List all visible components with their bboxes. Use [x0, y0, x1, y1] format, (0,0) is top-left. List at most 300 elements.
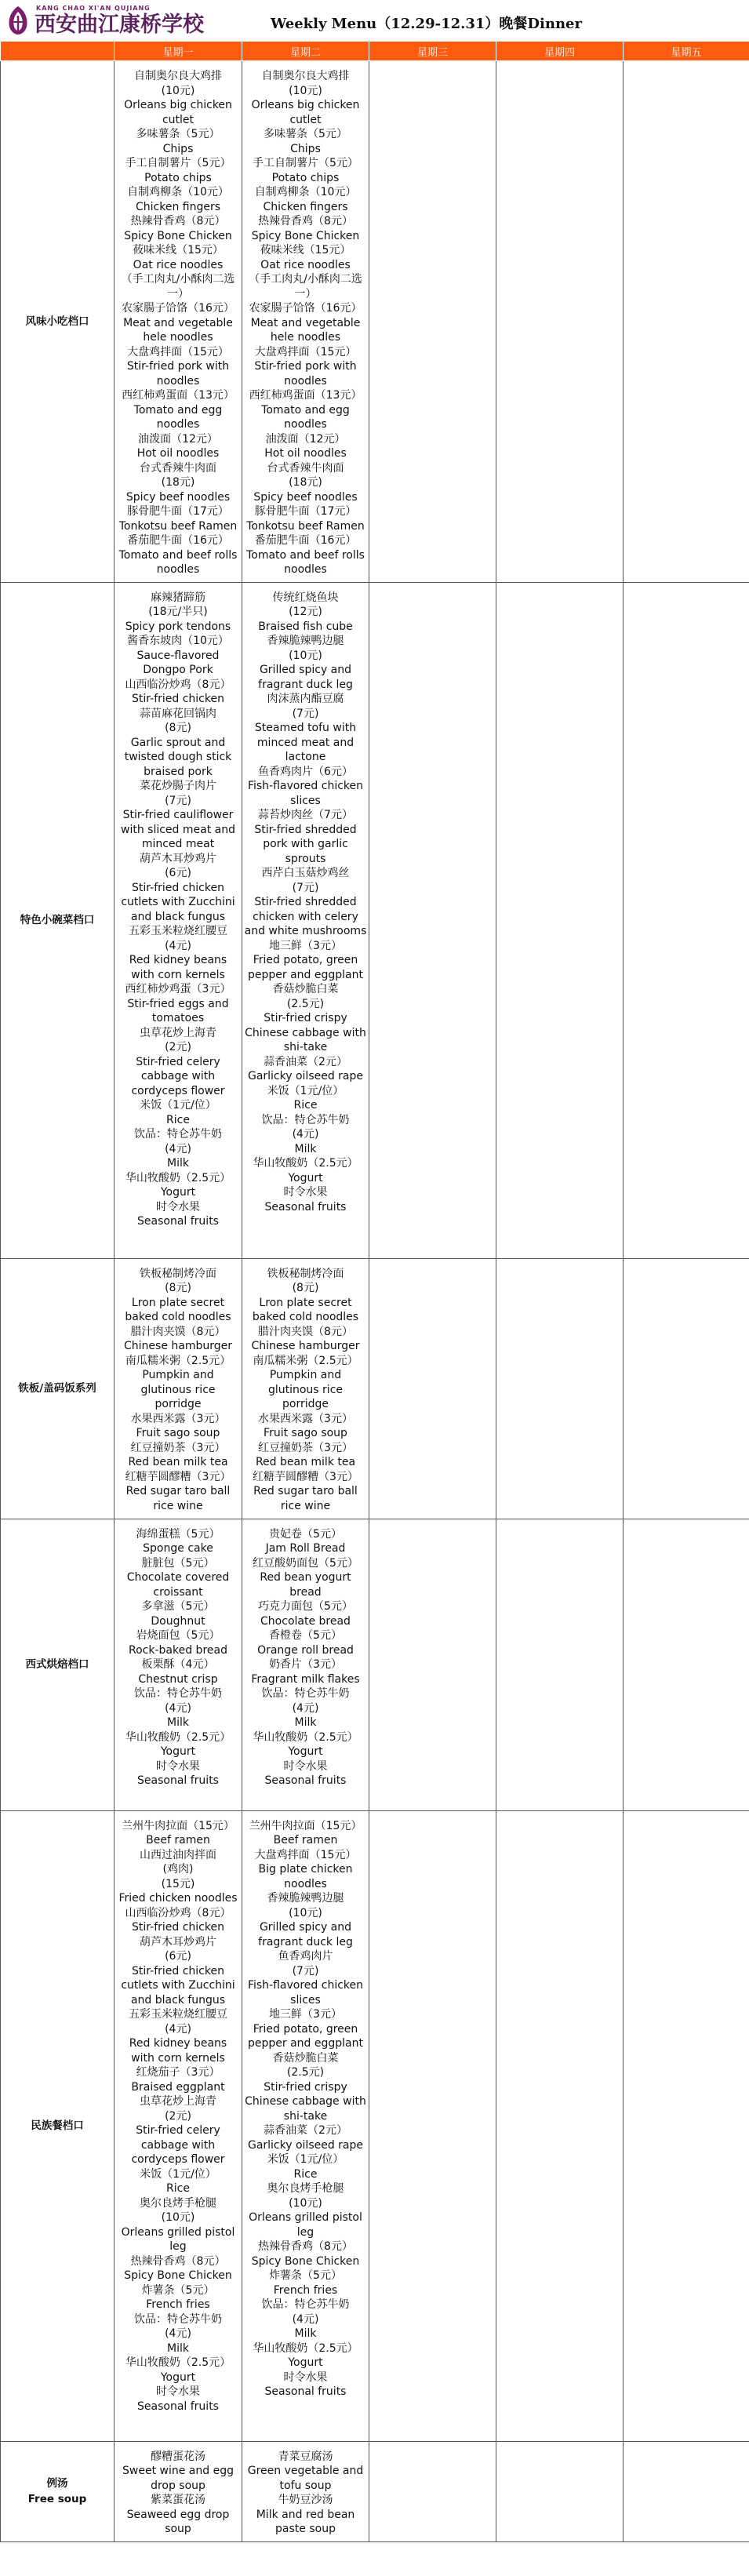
- menu-cell-thu: [496, 1258, 624, 1519]
- menu-item-line: 华山牧酸奶（2.5元）: [253, 1157, 358, 1170]
- menu-item-line: Red sugar taro ball rice wine: [253, 1485, 358, 1512]
- menu-item-line: Milk: [167, 1157, 189, 1170]
- menu-item-line: 豚骨肥牛面（17元）: [127, 505, 229, 518]
- menu-item-line: Red sugar taro ball rice wine: [125, 1485, 231, 1512]
- menu-item-line: 青菜豆腐汤: [278, 2450, 333, 2463]
- menu-item-line: (2元): [165, 1041, 191, 1053]
- menu-item-line: French fries: [146, 2298, 210, 2311]
- menu-item-line: (6元): [165, 867, 191, 879]
- menu-item-line: 红糖芋圆醪糟（3元）: [125, 1470, 231, 1483]
- menu-item-line: 蒜香油菜（2元）: [264, 1055, 347, 1068]
- menu-item-line: 华山牧酸奶（2.5元）: [125, 2356, 231, 2369]
- menu-item-line: Tonkotsu beef Ramen: [246, 519, 365, 533]
- menu-item-line: 葫芦木耳炒鸡片: [140, 1935, 216, 1948]
- menu-item-line: Pumpkin and glutinous rice porridge: [140, 1369, 216, 1410]
- menu-item-line: 华山牧酸奶（2.5元）: [253, 2341, 358, 2355]
- menu-item-line: Fried potato, green pepper and eggplant: [248, 954, 363, 981]
- menu-item-line: 莜味米线（15元）: [260, 244, 351, 257]
- menu-item-line: Yogurt: [288, 2356, 323, 2369]
- menu-item-line: Grilled spicy and fragrant duck leg: [258, 1921, 353, 1948]
- logo-pinyin: KANG CHAO XI'AN QUJIANG: [36, 5, 151, 12]
- menu-item-line: Stir-fried chicken cutlets with Zucchini and black fungus: [121, 881, 235, 923]
- menu-cell-mon: [115, 582, 242, 1258]
- menu-item-line: 奥尔良烤手枪腿: [267, 2182, 344, 2195]
- menu-item-line: 自制鸡柳条（10元）: [254, 186, 357, 198]
- menu-cell-tue: [242, 1519, 369, 1810]
- menu-item-line: (12元): [289, 606, 322, 618]
- menu-item-line: Milk: [294, 1142, 317, 1155]
- menu-item-line: 番茄肥牛面（16元）: [127, 534, 229, 547]
- menu-item-line: 肉沫蒸内酯豆腐: [267, 693, 344, 705]
- menu-item-line: (6元): [165, 1950, 191, 1963]
- menu-item-line: 台式香辣牛肉面: [140, 461, 216, 475]
- day-header-thu: 星期四: [496, 42, 624, 61]
- menu-item-line: Milk: [167, 1716, 189, 1729]
- menu-row: [1, 582, 749, 1258]
- menu-cell-thu: [496, 2441, 624, 2541]
- menu-item-line: 地三鲜（3元）: [269, 2008, 342, 2021]
- menu-item-line: Stir-fried pork with noodles: [254, 360, 357, 387]
- menu-item-line: Garlicky oilseed rape: [247, 2138, 364, 2152]
- menu-row: [1, 1810, 749, 2441]
- menu-item-line: 时令水果: [156, 1759, 200, 1773]
- menu-item-line: 蒜香油菜（2元）: [264, 2124, 347, 2137]
- menu-item-line: 热辣骨香鸡（8元）: [130, 2254, 226, 2268]
- menu-item-line: Fried chicken noodles: [118, 1892, 238, 1905]
- menu-item-line: Garlicky oilseed rape: [247, 1070, 364, 1082]
- menu-item-line: 热辣骨香鸡（8元）: [130, 215, 226, 227]
- menu-item-line: 巧克力面包（5元）: [258, 1600, 353, 1613]
- menu-cell-wed: [369, 2441, 496, 2541]
- menu-item-line: 多拿滋（5元）: [141, 1600, 215, 1613]
- menu-item-line: 米饭（1元/位）: [267, 1084, 344, 1097]
- menu-item-line: Fruit sago soup: [264, 1427, 347, 1439]
- menu-item-line: 红豆撞奶茶（3元）: [258, 1441, 353, 1454]
- menu-item-line: (7元): [165, 794, 191, 807]
- menu-item-line: Chinese hamburger: [251, 1340, 360, 1352]
- menu-item-line: (15元): [161, 1877, 195, 1890]
- menu-item-line: 油泼面（12元）: [138, 432, 218, 446]
- category-label: 民族餐档口: [31, 2119, 84, 2132]
- menu-cell-tue: [242, 1258, 369, 1519]
- menu-item-line: Rice: [166, 1113, 190, 1126]
- menu-item-line: Rice: [293, 1099, 318, 1112]
- menu-item-line: Chestnut crisp: [138, 1672, 218, 1686]
- menu-cell-tue: [242, 2441, 369, 2541]
- menu-item-line: 西芹白玉菇炒鸡丝: [261, 867, 350, 879]
- menu-item-line: 腊汁肉夹馍（8元）: [130, 1325, 226, 1338]
- menu-item-line: 饮品：特仑苏牛奶: [261, 1113, 350, 1126]
- menu-item-line: 水果西米露（3元）: [130, 1412, 226, 1425]
- menu-item-line: Beef ramen: [273, 1834, 338, 1846]
- menu-cell-wed: [369, 1810, 496, 2441]
- menu-item-line: 热辣骨香鸡（8元）: [258, 215, 353, 227]
- menu-cell-fri: [624, 1258, 749, 1519]
- menu-item-line: 油泼面（12元）: [265, 432, 346, 446]
- menu-item-line: Spicy Bone Chicken: [251, 229, 360, 242]
- menu-item-line: (4元): [165, 1142, 191, 1155]
- menu-item-line: Red kidney beans with corn kernels: [129, 2037, 227, 2065]
- menu-item-line: 大盘鸡拌面（15元）: [254, 1848, 357, 1861]
- menu-item-line: Tomato and egg noodles: [133, 403, 223, 431]
- menu-cell-tue: [242, 61, 369, 583]
- menu-item-line: Orange roll bread: [257, 1643, 354, 1657]
- menu-item-line: Spicy Bone Chicken: [124, 229, 232, 242]
- school-logo: [5, 3, 204, 38]
- menu-item-line: Yogurt: [160, 1745, 196, 1758]
- menu-item-line: 西红柿鸡蛋面（13元）: [122, 389, 235, 402]
- menu-item-line: Yogurt: [288, 1745, 323, 1758]
- menu-item-line: Milk: [167, 2341, 189, 2355]
- menu-item-line: Stir-fried celery cabbage with cordyceps flower: [131, 2124, 225, 2166]
- category-label: 例汤: [46, 2477, 68, 2490]
- category-label: 特色小碗菜档口: [20, 914, 95, 926]
- category-cell: [1, 1258, 115, 1519]
- day-header-mon: 星期一: [115, 42, 242, 61]
- menu-item-line: (10元): [289, 649, 322, 662]
- menu-item-line: Stir-fried chicken cutlets with Zucchini and black fungus: [121, 1964, 235, 2007]
- menu-item-line: 多味薯条（5元）: [264, 128, 347, 140]
- menu-item-line: Grilled spicy and fragrant duck leg: [258, 664, 353, 691]
- menu-item-line: Yogurt: [288, 1171, 323, 1184]
- menu-item-line: 手工自制薯片（5元）: [253, 157, 358, 169]
- menu-item-line: Beef ramen: [146, 1834, 210, 1846]
- menu-item-line: Red bean milk tea: [255, 1456, 356, 1468]
- menu-item-line: Pumpkin and glutinous rice porridge: [267, 1369, 344, 1410]
- menu-item-line: Chocolate bread: [260, 1614, 351, 1628]
- menu-item-line: 香菇炒脆白菜: [272, 983, 339, 995]
- menu-item-line: 蒜苔炒肉丝（7元）: [258, 809, 353, 821]
- menu-item-line: 海绵蛋糕（5元）: [136, 1527, 220, 1541]
- menu-item-line: 时令水果: [283, 1759, 328, 1773]
- menu-item-line: Milk: [294, 2327, 317, 2340]
- menu-item-line: (7元): [292, 707, 319, 720]
- menu-item-line: Sweet wine and egg drop soup: [122, 2465, 234, 2492]
- menu-item-line: Rock-baked bread: [129, 1643, 227, 1657]
- menu-cell-tue: [242, 1810, 369, 2441]
- menu-item-line: 炸薯条（5元）: [141, 2283, 215, 2297]
- menu-item-line: 香橙卷（5元）: [269, 1629, 342, 1642]
- menu-cell-mon: [115, 61, 242, 583]
- menu-item-line: Garlic sprout and twisted dough stick braised pork: [124, 736, 232, 778]
- menu-item-line: 大盘鸡拌面（15元）: [254, 345, 357, 358]
- category-label: 西式烘焙档口: [25, 1658, 89, 1671]
- menu-cell-wed: [369, 1519, 496, 1810]
- menu-item-line: 奥尔良烤手枪腿: [140, 2196, 216, 2210]
- menu-item-line: Lron plate secret baked cold noodles: [252, 1296, 359, 1323]
- menu-item-line: （手工肉丸/小酥肉二选一）: [121, 273, 235, 300]
- menu-item-line: 热辣骨香鸡（8元）: [258, 2240, 353, 2253]
- menu-item-line: 饮品：特仑苏牛奶: [134, 2312, 222, 2326]
- menu-item-line: (4元): [165, 939, 191, 952]
- menu-item-line: Hot oil noodles: [136, 447, 220, 460]
- menu-item-line: 华山牧酸奶（2.5元）: [125, 1730, 231, 1744]
- menu-item-line: 葫芦木耳炒鸡片: [140, 852, 216, 865]
- menu-cell-fri: [624, 2441, 749, 2541]
- menu-item-line: 紫菜蛋花汤: [151, 2494, 205, 2506]
- menu-item-line: (18元): [289, 476, 322, 489]
- menu-item-line: Fruit sago soup: [136, 1427, 220, 1439]
- menu-item-line: Seasonal fruits: [264, 2385, 347, 2398]
- menu-item-line: 华山牧酸奶（2.5元）: [253, 1730, 358, 1744]
- menu-item-line: Spicy beef noodles: [253, 490, 358, 504]
- menu-item-line: Stir-fried chicken: [132, 1921, 224, 1934]
- menu-item-line: 虫草花炒上海青: [140, 2095, 216, 2108]
- menu-item-line: Doughnut: [151, 1614, 205, 1628]
- menu-item-line: (4元): [165, 1701, 191, 1715]
- menu-cell-thu: [496, 582, 624, 1258]
- menu-item-line: 地三鲜（3元）: [269, 939, 342, 952]
- menu-item-line: 鱼香鸡肉片（6元）: [258, 765, 353, 778]
- menu-item-line: 南瓜糯米粥（2.5元）: [125, 1354, 231, 1367]
- menu-item-line: Spicy Bone Chicken: [251, 2254, 360, 2268]
- menu-item-line: 铁板秘制烤冷面: [267, 1267, 344, 1280]
- menu-item-line: Fried potato, green pepper and eggplant: [248, 2022, 363, 2050]
- menu-cell-mon: [115, 1258, 242, 1519]
- menu-item-line: Rice: [293, 2167, 318, 2181]
- category-header: [1, 42, 115, 61]
- menu-item-line: Stir-fried celery cabbage with cordyceps flower: [131, 1055, 225, 1097]
- menu-item-line: (2.5元): [286, 997, 325, 1010]
- menu-item-line: 农家腸子饸饹（16元）: [249, 302, 362, 315]
- menu-item-line: 饮品：特仑苏牛奶: [261, 2298, 350, 2311]
- menu-item-line: Seasonal fruits: [137, 2400, 219, 2413]
- menu-item-line: Yogurt: [160, 2370, 196, 2384]
- menu-item-line: （手工肉丸/小酥肉二选一）: [249, 273, 362, 300]
- menu-item-line: 时令水果: [156, 2385, 200, 2398]
- menu-item-line: Chicken fingers: [263, 200, 348, 213]
- menu-item-line: Orleans big chicken cutlet: [124, 99, 232, 126]
- school-emblem-icon: [5, 5, 31, 36]
- menu-item-line: Hot oil noodles: [264, 447, 347, 460]
- menu-item-line: Stir-fried crispy Chinese cabbage with shi-take: [245, 2080, 366, 2123]
- menu-item-line: Spicy beef noodles: [125, 490, 231, 504]
- menu-cell-mon: [115, 1519, 242, 1810]
- menu-item-line: 虫草花炒上海青: [140, 1026, 216, 1039]
- menu-item-line: Stir-fried eggs and tomatoes: [127, 997, 229, 1024]
- menu-item-line: 自制鸡柳条（10元）: [127, 186, 229, 198]
- menu-item-line: 西红柿鸡蛋面（13元）: [249, 389, 362, 402]
- menu-row: [1, 1519, 749, 1810]
- menu-item-line: (8元): [165, 1282, 191, 1294]
- menu-item-line: (18元/半只): [148, 606, 208, 618]
- menu-item-line: 鱼香鸡肉片: [278, 1950, 333, 1963]
- menu-cell-mon: [115, 1810, 242, 2441]
- menu-item-line: (7元): [292, 1964, 319, 1977]
- menu-item-line: 贵妃卷（5元）: [269, 1527, 342, 1541]
- menu-item-line: Lron plate secret baked cold noodles: [125, 1296, 231, 1323]
- menu-item-line: 农家腸子饸饹（16元）: [122, 302, 235, 315]
- day-header-wed: 星期三: [369, 42, 496, 61]
- menu-item-line: 大盘鸡拌面（15元）: [127, 345, 229, 358]
- menu-item-line: Sponge cake: [143, 1542, 213, 1555]
- menu-item-line: Meat and vegetable hele noodles: [123, 316, 233, 344]
- menu-cell-fri: [624, 1810, 749, 2441]
- menu-item-line: Chips: [290, 142, 321, 155]
- menu-item-line: 水果西米露（3元）: [258, 1412, 353, 1425]
- page-title: Weekly Menu（12.29-12.31）晚餐Dinner: [271, 16, 582, 32]
- menu-item-line: 多味薯条（5元）: [136, 128, 220, 140]
- menu-item-line: 红豆撞奶茶（3元）: [130, 1441, 226, 1454]
- menu-item-line: 米饭（1元/位）: [140, 2167, 216, 2181]
- menu-item-line: 岩烧面包（5元）: [136, 1629, 220, 1642]
- menu-item-line: Red bean milk tea: [128, 1456, 228, 1468]
- category-label: 风味小吃档口: [25, 315, 89, 328]
- menu-cell-tue: [242, 582, 369, 1258]
- menu-item-line: (10元): [289, 2196, 322, 2210]
- menu-item-line: (2.5元): [286, 2066, 325, 2079]
- menu-item-line: Oat rice noodles: [260, 258, 351, 271]
- menu-item-line: 香辣脆辣鸭边腿: [267, 635, 344, 647]
- menu-item-line: 时令水果: [156, 1200, 200, 1213]
- menu-item-line: 五彩玉米粒烧红腰豆: [129, 2008, 227, 2021]
- menu-item-line: Potato chips: [271, 171, 340, 184]
- menu-item-line: Stir-fried pork with noodles: [126, 360, 230, 387]
- menu-item-line: 五彩玉米粒烧红腰豆: [129, 925, 227, 937]
- menu-item-line: 红烧茄子（3元）: [136, 2066, 220, 2079]
- menu-item-line: Orleans grilled pistol leg: [121, 2225, 235, 2253]
- menu-item-line: 南瓜糯米粥（2.5元）: [253, 1354, 358, 1367]
- page-header: [0, 0, 749, 42]
- menu-item-line: Chips: [162, 142, 194, 155]
- menu-item-line: 炸薯条（5元）: [269, 2269, 342, 2282]
- menu-item-line: 台式香辣牛肉面: [267, 461, 344, 475]
- category-label: 铁板/盖码饭系列: [18, 1382, 96, 1395]
- menu-cell-wed: [369, 1258, 496, 1519]
- menu-item-line: 时令水果: [283, 2370, 328, 2384]
- menu-item-line: (7元): [292, 881, 319, 894]
- menu-item-line: 香辣脆辣鸭边腿: [267, 1892, 344, 1905]
- menu-row: [1, 1258, 749, 1519]
- menu-item-line: (4元): [165, 2327, 191, 2340]
- menu-item-line: Tonkotsu beef Ramen: [118, 519, 238, 533]
- day-header-row: [1, 42, 749, 61]
- menu-item-line: 菜花炒腸子肉片: [140, 780, 216, 792]
- menu-item-line: Yogurt: [160, 1186, 196, 1199]
- menu-item-line: Orleans big chicken cutlet: [251, 99, 360, 126]
- menu-item-line: (8元): [292, 1282, 319, 1294]
- menu-item-line: Stir-fried shredded chicken with celery and white mushrooms: [244, 896, 367, 937]
- menu-item-line: 香菇炒脆白菜: [272, 2051, 339, 2065]
- menu-item-line: Stir-fried shredded pork with garlic sprouts: [254, 823, 357, 865]
- menu-item-line: 醪糟蛋花汤: [151, 2450, 205, 2463]
- menu-item-line: (10元): [161, 2211, 195, 2224]
- menu-item-line: Milk: [294, 1716, 317, 1729]
- menu-item-line: (鸡肉): [162, 1863, 194, 1876]
- menu-item-line: Seasonal fruits: [264, 1200, 347, 1213]
- menu-item-line: Tomato and egg noodles: [261, 403, 350, 431]
- menu-item-line: Tomato and beef rolls noodles: [118, 548, 238, 576]
- menu-cell-fri: [624, 1519, 749, 1810]
- menu-item-line: Braised eggplant: [131, 2080, 225, 2094]
- menu-item-line: Braised fish cube: [258, 620, 353, 633]
- menu-item-line: 铁板秘制烤冷面: [140, 1267, 216, 1280]
- menu-item-line: 兰州牛肉拉面（15元）: [122, 1819, 235, 1832]
- menu-item-line: 时令水果: [283, 1186, 328, 1199]
- category-cell: [1, 582, 115, 1258]
- menu-item-line: 莜味米线（15元）: [133, 244, 224, 257]
- menu-item-line: 米饭（1元/位）: [140, 1099, 216, 1112]
- menu-item-line: 饮品：特仑苏牛奶: [261, 1687, 350, 1700]
- menu-item-line: French fries: [273, 2283, 338, 2297]
- menu-cell-wed: [369, 582, 496, 1258]
- menu-item-line: Meat and vegetable hele noodles: [250, 316, 361, 344]
- menu-item-line: 蒜苗麻花回锅肉: [140, 707, 216, 720]
- menu-item-line: Jam Roll Bread: [265, 1542, 346, 1555]
- menu-item-line: (2元): [165, 2109, 191, 2123]
- menu-item-line: 酱香东坡肉（10元）: [127, 635, 229, 647]
- menu-cell-fri: [624, 582, 749, 1258]
- menu-item-line: Fish-flavored chicken slices: [247, 1979, 364, 2007]
- menu-cell-thu: [496, 1810, 624, 2441]
- menu-item-line: 山西临汾炒鸡（8元）: [125, 1906, 231, 1919]
- menu-cell-thu: [496, 61, 624, 583]
- menu-item-line: Stir-fried cauliflower with sliced meat and minced meat: [121, 809, 235, 850]
- menu-item-line: Seaweed egg drop soup: [126, 2508, 230, 2535]
- menu-item-line: (10元): [289, 1906, 322, 1919]
- menu-item-line: 麻辣猪蹄筋: [151, 591, 205, 604]
- menu-item-line: Chinese hamburger: [124, 1340, 232, 1352]
- menu-item-line: Oat rice noodles: [133, 258, 224, 271]
- menu-item-line: 传统红烧鱼块: [272, 591, 339, 604]
- menu-item-line: (18元): [161, 476, 195, 489]
- menu-item-line: Seasonal fruits: [137, 1774, 219, 1787]
- menu-item-line: 兰州牛肉拉面（15元）: [249, 1819, 362, 1832]
- menu-item-line: 饮品：特仑苏牛奶: [134, 1687, 222, 1700]
- menu-item-line: Fish-flavored chicken slices: [247, 780, 364, 807]
- menu-item-line: Milk and red bean paste soup: [256, 2508, 355, 2535]
- menu-item-line: 脏脏包（5元）: [141, 1556, 215, 1570]
- menu-cell-mon: [115, 2441, 242, 2541]
- menu-item-line: Seasonal fruits: [137, 1215, 219, 1228]
- menu-item-line: Orleans grilled pistol leg: [249, 2211, 362, 2239]
- menu-item-line: Red kidney beans with corn kernels: [129, 954, 227, 981]
- day-header-fri: 星期五: [624, 42, 749, 61]
- day-header-tue: 星期二: [242, 42, 369, 61]
- menu-item-line: 米饭（1元/位）: [267, 2153, 344, 2166]
- menu-row: [1, 2441, 749, 2541]
- menu-item-line: Chicken fingers: [135, 200, 221, 213]
- menu-item-line: Green vegetable and tofu soup: [247, 2465, 364, 2492]
- category-cell: [1, 61, 115, 583]
- menu-item-line: 山西临汾炒鸡（8元）: [125, 678, 231, 691]
- menu-item-line: (4元): [292, 1128, 319, 1141]
- menu-item-line: Stir-fried chicken: [132, 693, 224, 705]
- menu-item-line: 山西过油肉拌面: [140, 1848, 216, 1861]
- menu-item-line: 板栗酥（4元）: [141, 1658, 215, 1671]
- menu-item-line: Potato chips: [144, 171, 212, 184]
- menu-item-line: 西红柿炒鸡蛋（3元）: [125, 983, 231, 995]
- menu-item-line: Red bean yogurt bread: [260, 1571, 351, 1599]
- category-label-en: Free soup: [27, 2493, 87, 2505]
- menu-item-line: Spicy Bone Chicken: [124, 2269, 232, 2282]
- menu-item-line: Rice: [166, 2182, 190, 2195]
- category-cell: [1, 1519, 115, 1810]
- menu-item-line: 华山牧酸奶（2.5元）: [125, 1171, 231, 1184]
- menu-item-line: (10元): [161, 84, 195, 97]
- menu-item-line: Tomato and beef rolls noodles: [246, 548, 365, 576]
- menu-item-line: Spicy pork tendons: [125, 620, 231, 633]
- menu-item-line: Big plate chicken noodles: [258, 1863, 353, 1890]
- menu-cell-wed: [369, 61, 496, 583]
- menu-item-line: 番茄肥牛面（16元）: [254, 534, 357, 547]
- menu-item-line: (4元): [165, 2022, 191, 2036]
- menu-item-line: Steamed tofu with minced meat and lactone: [254, 722, 357, 763]
- menu-item-line: 饮品：特仑苏牛奶: [134, 1128, 222, 1141]
- menu-item-line: (8元): [165, 722, 191, 734]
- menu-table: [0, 41, 749, 2542]
- school-name: 西安曲江康桥学校: [35, 13, 204, 37]
